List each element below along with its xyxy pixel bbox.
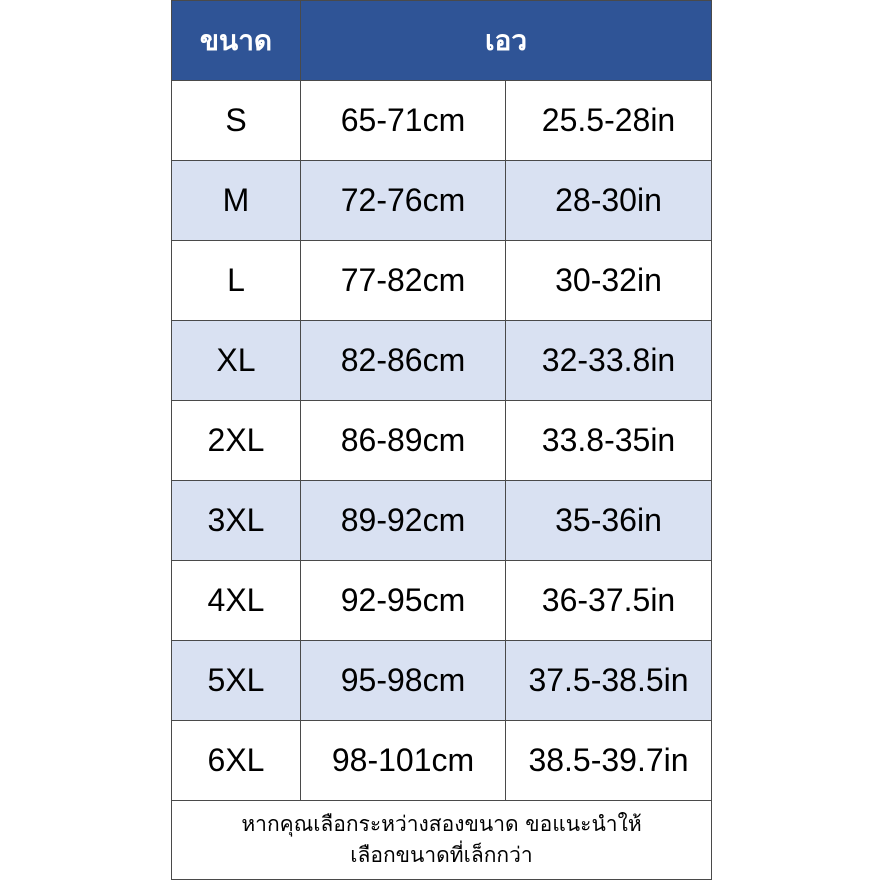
table-row (172, 641, 712, 721)
size-cell: 4XL (172, 561, 301, 641)
table-header-row (172, 1, 712, 81)
table-row (172, 481, 712, 561)
size-cell: S (172, 81, 301, 161)
size-advice-note (172, 801, 712, 880)
header-size: ขนาด (172, 1, 301, 81)
waist-cm-cell: 86-89cm (301, 401, 506, 481)
table-row (172, 721, 712, 801)
size-cell: M (172, 161, 301, 241)
table-row (172, 321, 712, 401)
table-row (172, 401, 712, 481)
size-chart-table (171, 0, 712, 880)
waist-inch-cell: 30-32in (506, 241, 712, 321)
waist-inch-cell: 32-33.8in (506, 321, 712, 401)
note-line-2: เลือกขนาดที่เล็กกว่า (350, 843, 533, 867)
size-cell: 2XL (172, 401, 301, 481)
note-line-1: หากคุณเลือกระหว่างสองขนาด ขอแนะนำให้ (241, 812, 642, 836)
waist-cm-cell: 72-76cm (301, 161, 506, 241)
waist-inch-cell: 37.5-38.5in (506, 641, 712, 721)
waist-cm-cell: 82-86cm (301, 321, 506, 401)
waist-inch-cell: 36-37.5in (506, 561, 712, 641)
size-cell: 3XL (172, 481, 301, 561)
table-row (172, 241, 712, 321)
header-waist: เอว (301, 1, 712, 81)
waist-inch-cell: 35-36in (506, 481, 712, 561)
waist-cm-cell: 92-95cm (301, 561, 506, 641)
table-row (172, 561, 712, 641)
size-cell: L (172, 241, 301, 321)
waist-inch-cell: 33.8-35in (506, 401, 712, 481)
waist-cm-cell: 98-101cm (301, 721, 506, 801)
waist-cm-cell: 65-71cm (301, 81, 506, 161)
table-row (172, 161, 712, 241)
table-row (172, 81, 712, 161)
size-cell: XL (172, 321, 301, 401)
waist-inch-cell: 28-30in (506, 161, 712, 241)
size-cell: 5XL (172, 641, 301, 721)
waist-cm-cell: 89-92cm (301, 481, 506, 561)
waist-inch-cell: 25.5-28in (506, 81, 712, 161)
waist-inch-cell: 38.5-39.7in (506, 721, 712, 801)
waist-cm-cell: 95-98cm (301, 641, 506, 721)
size-cell: 6XL (172, 721, 301, 801)
table-note-row (172, 801, 712, 880)
waist-cm-cell: 77-82cm (301, 241, 506, 321)
